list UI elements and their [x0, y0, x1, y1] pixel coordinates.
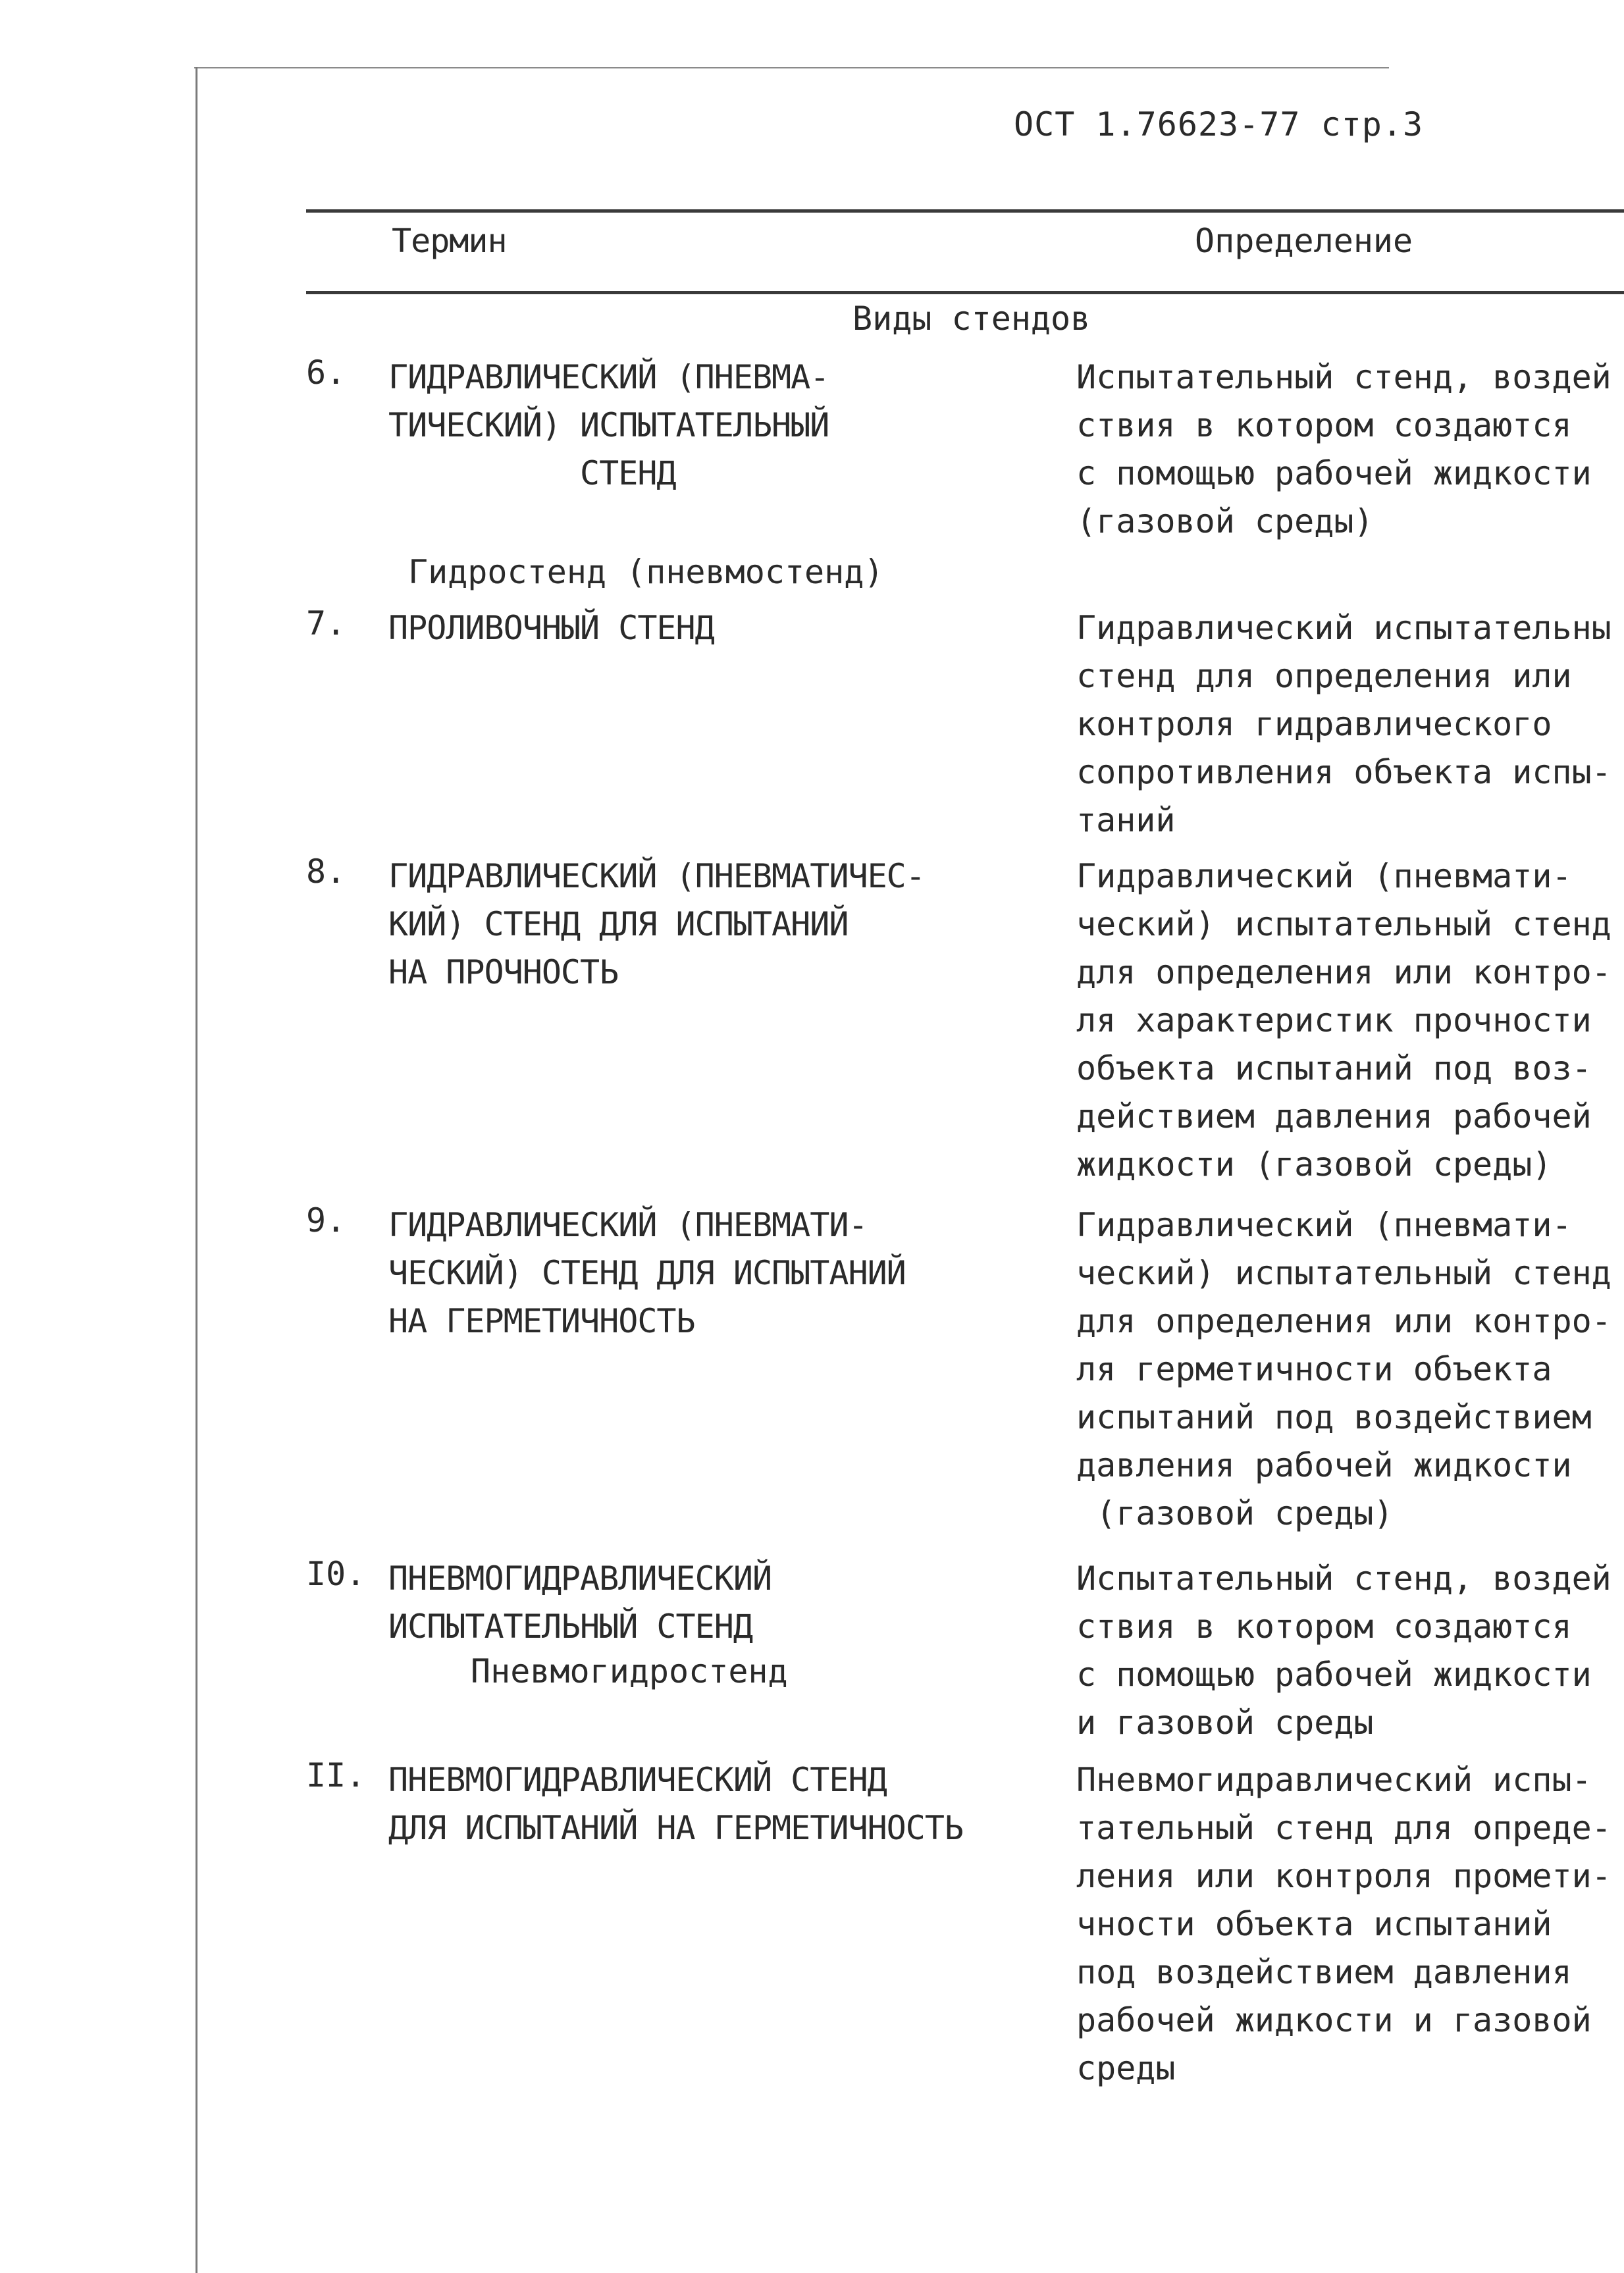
column-header-term: Термин [392, 222, 507, 260]
entry-number: 8. [306, 852, 346, 891]
entry-number: II. [306, 1756, 366, 1794]
table-header-rule [306, 291, 1624, 294]
entry-term: ПНЕВМОГИДРАВЛИЧЕСКИЙ СТЕНД ДЛЯ ИСПЫТАНИЙ НА ГЕРМЕТИЧНОСТЬ [388, 1761, 964, 1847]
entry-definition: Гидравлический (пневмати- ческий) испытательный стенд для определения или контро- ля характеристик прочности объекта испытаний под воз- действием давления рабочей жидкости (газовой среды) [1076, 857, 1611, 1184]
entry-definition: Гидравлический испытательны стенд для определения или контроля гидравлического сопротивления объекта испы- таний [1076, 609, 1611, 839]
entry-term: ПНЕВМОГИДРАВЛИЧЕСКИЙ ИСПЫТАТЕЛЬНЫЙ СТЕНД [388, 1559, 772, 1646]
entry-definition: Испытательный стенд, воздей ствия в котором создаются с помощью рабочей жидкости (газовой среды) [1076, 358, 1611, 540]
entry-number: 6. [306, 353, 346, 392]
section-title: Виды стендов [852, 300, 1091, 338]
entry-short-term: Гидростенд (пневмостенд) [408, 553, 884, 591]
entry-number: I0. [306, 1555, 366, 1593]
table-top-rule [306, 209, 1624, 213]
page-frame-top-line [194, 67, 1389, 68]
page-frame-left-line [196, 67, 197, 2273]
entry-definition: Испытательный стенд, воздей ствия в котором создаются с помощью рабочей жидкости и газовой среды [1076, 1559, 1611, 1742]
entry-term: ГИДРАВЛИЧЕСКИЙ (ПНЕВМАТИ- ЧЕСКИЙ) СТЕНД ДЛЯ ИСПЫТАНИЙ НА ГЕРМЕТИЧНОСТЬ [388, 1206, 906, 1340]
entry-definition: Гидравлический (пневмати- ческий) испытательный стенд для определения или контро- ля герметичности объекта испытаний под воздействием давления рабочей жидкости (газовой среды) [1076, 1206, 1611, 1532]
entry-definition: Пневмогидравлический испы- тательный стенд для опреде- ления или контроля промети- чности объекта испытаний под воздействием давления рабочей жидкости и газовой среды [1076, 1761, 1611, 2087]
entry-term: ГИДРАВЛИЧЕСКИЙ (ПНЕВМАТИЧЕС- КИЙ) СТЕНД ДЛЯ ИСПЫТАНИЙ НА ПРОЧНОСТЬ [388, 857, 925, 991]
entry-number: 9. [306, 1201, 346, 1240]
column-header-definition: Определение [1195, 222, 1413, 260]
entry-number: 7. [306, 604, 346, 642]
entry-term: ПРОЛИВОЧНЫЙ СТЕНД [388, 609, 714, 647]
entry-short-term: Пневмогидростенд [471, 1652, 788, 1690]
entry-term: ГИДРАВЛИЧЕСКИЙ (ПНЕВМА- ТИЧЕСКИЙ) ИСПЫТАТЕЛЬНЫЙ СТЕНД [388, 358, 829, 492]
document-reference: ОСТ 1.76623-77 стр.3 [1014, 105, 1424, 144]
